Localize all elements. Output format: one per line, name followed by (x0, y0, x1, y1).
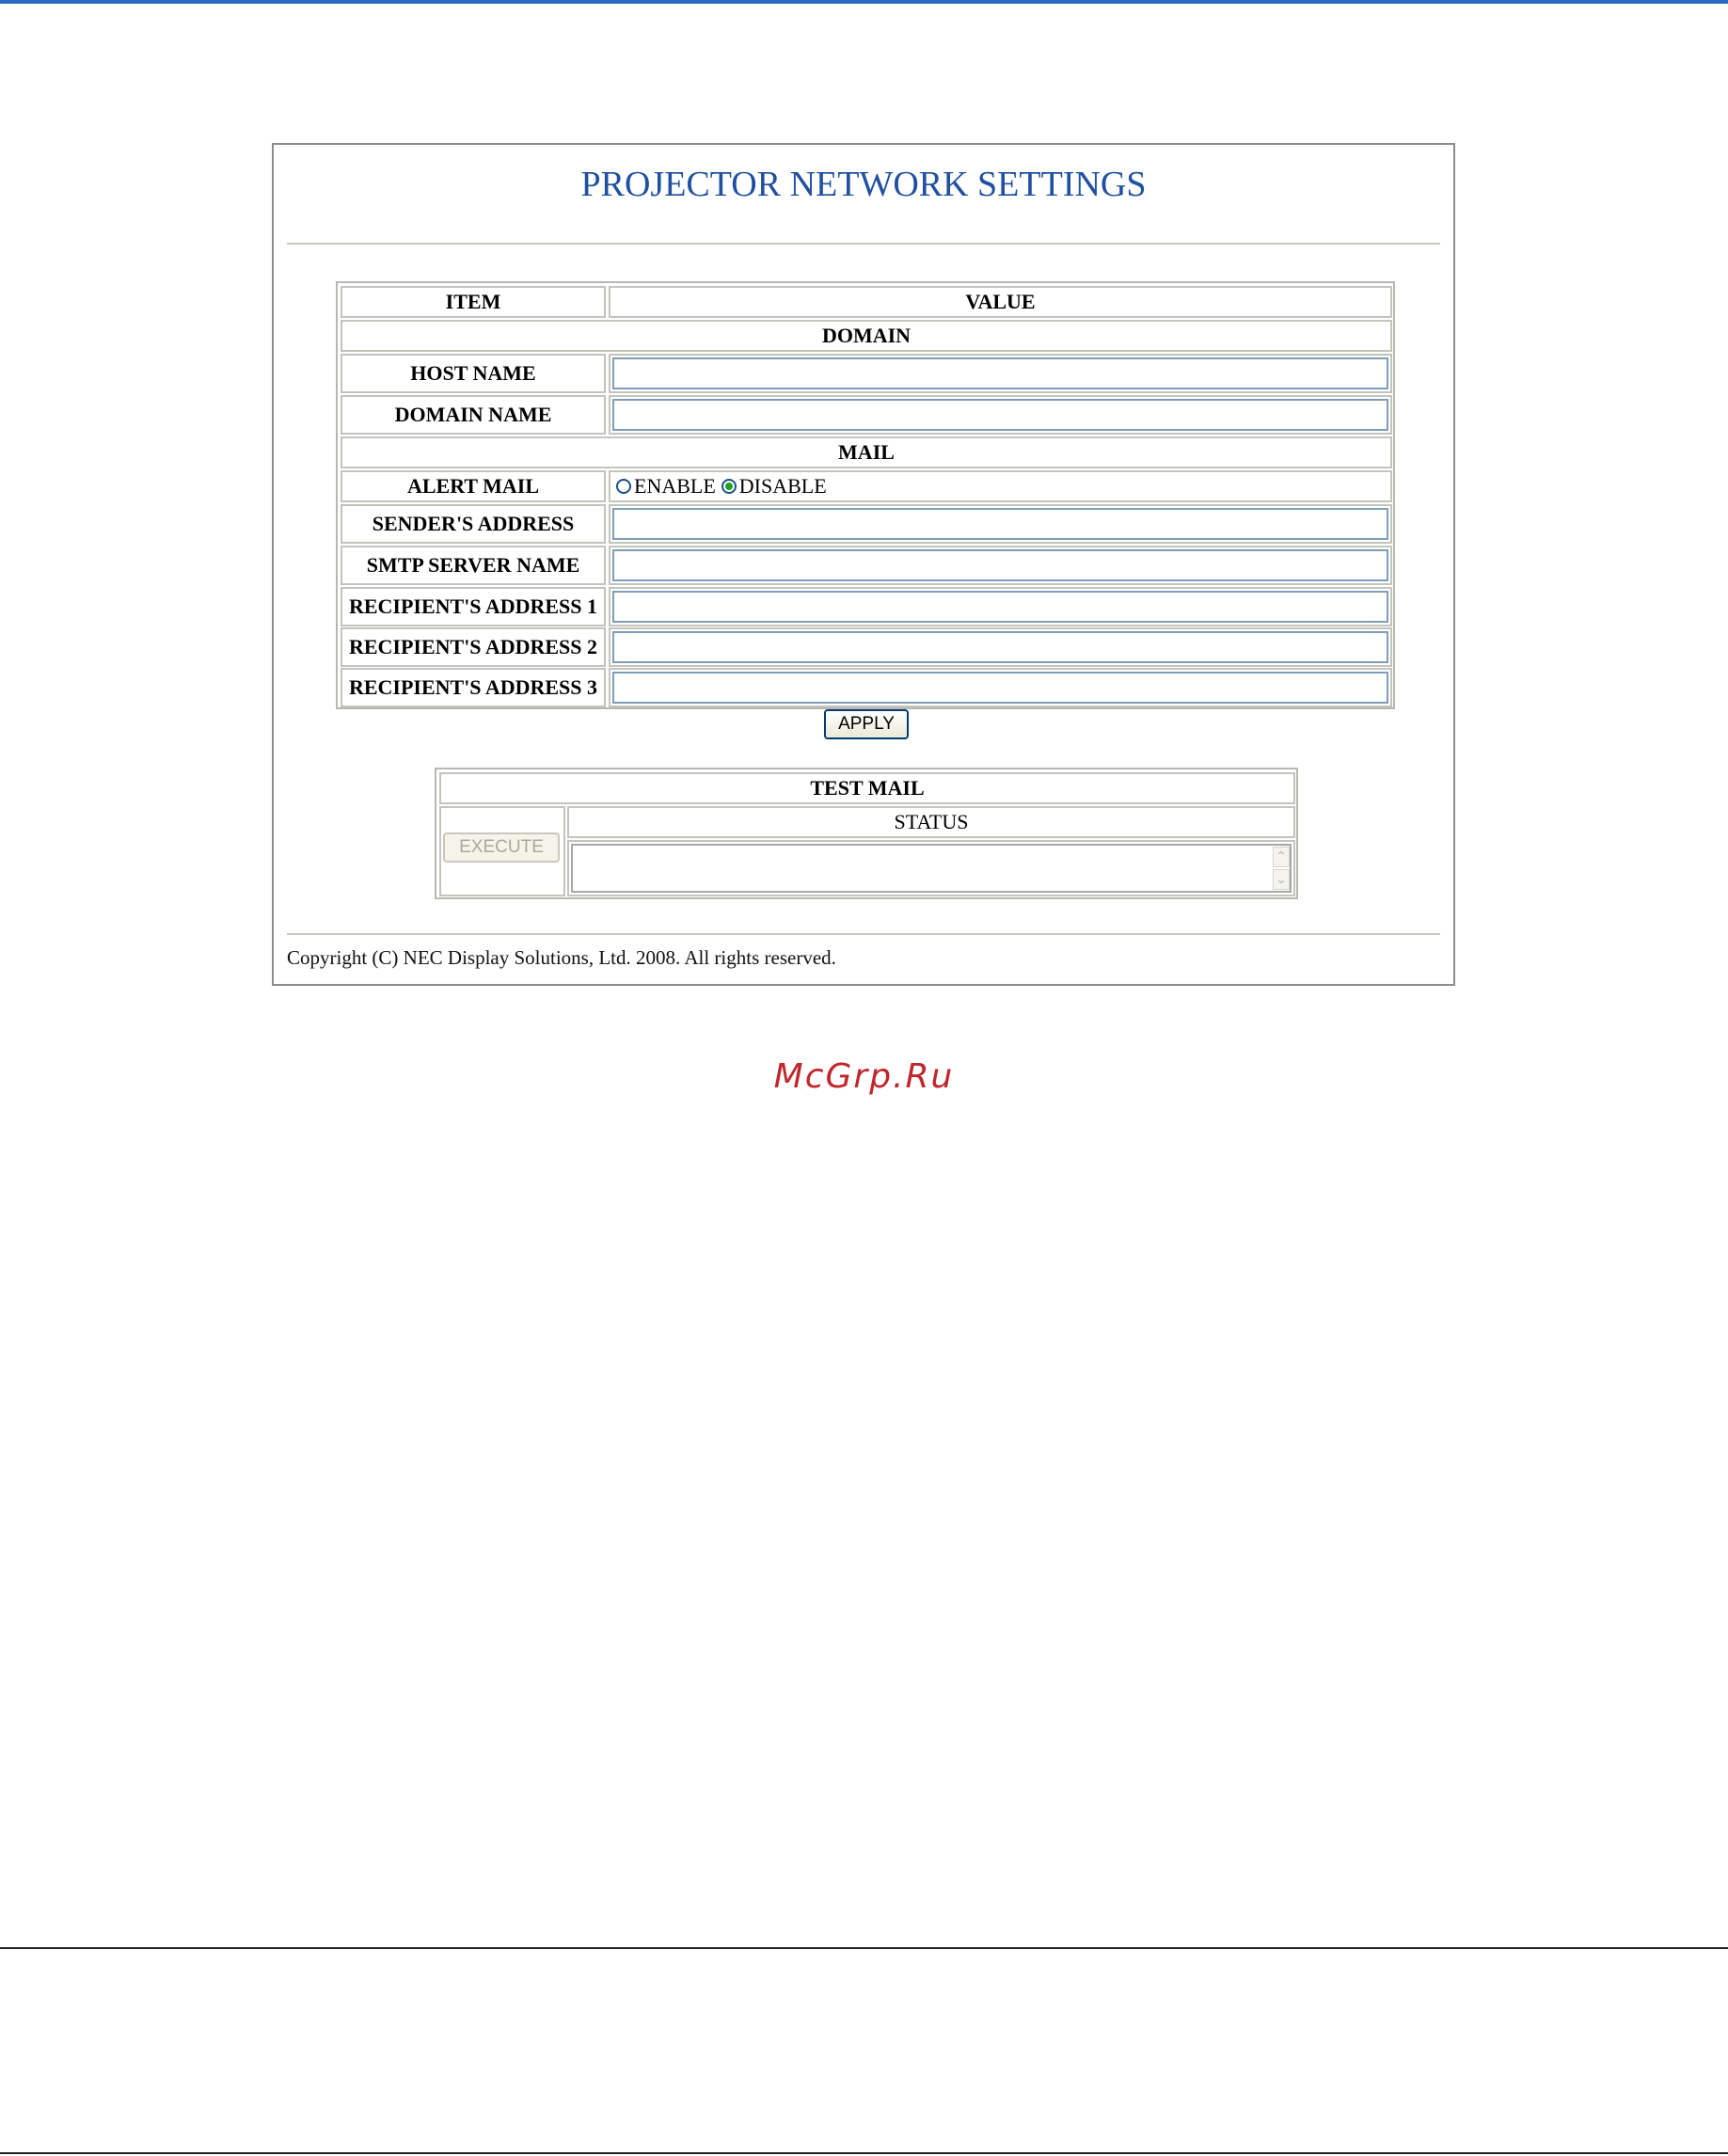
scroll-down-icon[interactable]: ⌄ (1273, 869, 1290, 890)
settings-panel (272, 143, 1455, 986)
alert-mail-disable-radio[interactable] (721, 479, 737, 494)
sender-address-label: SENDER'S ADDRESS (341, 504, 606, 544)
smtp-server-cell (609, 546, 1392, 585)
smtp-server-label: SMTP SERVER NAME (341, 546, 606, 585)
recipient-2-input[interactable] (612, 631, 1388, 663)
watermark-text: McGrp.Ru (773, 1057, 955, 1096)
top-rule (0, 0, 1728, 4)
domain-name-input[interactable] (612, 399, 1388, 431)
alert-mail-label: ALERT MAIL (341, 470, 606, 502)
domain-name-label: DOMAIN NAME (341, 395, 606, 435)
host-name-input[interactable] (612, 357, 1388, 389)
execute-button[interactable]: EXECUTE (443, 832, 560, 863)
page-title: PROJECTOR NETWORK SETTINGS (580, 165, 1147, 204)
smtp-server-input[interactable] (612, 549, 1388, 581)
recipient-1-input[interactable] (612, 591, 1388, 623)
recipient-2-cell (609, 627, 1392, 667)
status-label: STATUS (567, 806, 1295, 838)
recipient-2-label: RECIPIENT'S ADDRESS 2 (341, 627, 606, 667)
recipient-1-cell (609, 587, 1392, 626)
bottom-rule (0, 1947, 1728, 1949)
sender-address-input[interactable] (612, 508, 1388, 540)
host-name-label: HOST NAME (341, 354, 606, 393)
sender-address-cell (609, 504, 1392, 544)
status-cell (567, 840, 1295, 896)
divider-top (287, 243, 1440, 245)
recipient-3-input[interactable] (612, 672, 1388, 704)
alert-mail-enable-radio[interactable] (616, 479, 631, 494)
domain-name-cell (609, 395, 1392, 435)
apply-button[interactable]: APPLY (824, 709, 909, 739)
host-name-cell (609, 354, 1392, 393)
test-mail-header: TEST MAIL (439, 772, 1295, 804)
recipient-3-cell (609, 668, 1392, 707)
scroll-up-icon[interactable]: ⌃ (1273, 847, 1290, 867)
alert-mail-enable-label[interactable]: ENABLE (634, 474, 716, 498)
recipient-1-label: RECIPIENT'S ADDRESS 1 (341, 587, 606, 626)
status-textarea[interactable] (571, 844, 1292, 893)
section-mail: MAIL (341, 436, 1392, 468)
section-domain: DOMAIN (341, 320, 1392, 352)
divider-bottom (287, 933, 1440, 935)
recipient-3-label: RECIPIENT'S ADDRESS 3 (341, 668, 606, 707)
copyright-text: Copyright (C) NEC Display Solutions, Ltd. 2008. All rights reserved. (287, 946, 836, 969)
page-bottom-rule (0, 2152, 1728, 2154)
alert-mail-options (609, 470, 1392, 502)
header-value: VALUE (609, 286, 1392, 318)
header-item: ITEM (341, 286, 606, 318)
alert-mail-disable-label[interactable]: DISABLE (738, 474, 827, 498)
